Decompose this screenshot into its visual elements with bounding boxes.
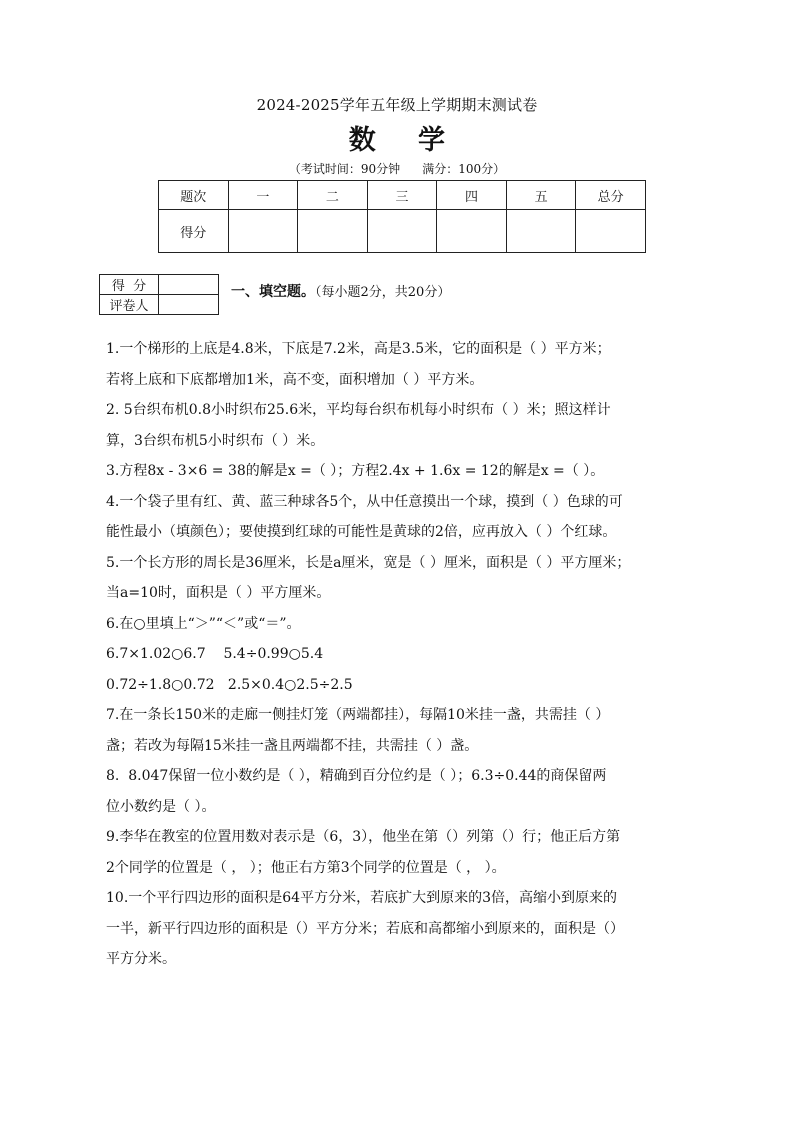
question-line: 当a=10时，面积是（ ）平方厘米。 [106, 585, 331, 601]
score-table [158, 180, 646, 253]
question-line: 3.方程8x - 3×6 = 38的解是x =（ ）；方程2.4x + 1.6x = 12的解是x =（ ）。 [106, 463, 605, 479]
grader-name-label: 评卷人 [100, 295, 159, 315]
score-cell [228, 210, 298, 253]
score-table-header-row [159, 181, 646, 210]
question-line: 盏；若改为每隔15米挂一盏且两端都不挂，共需挂（ ）盏。 [106, 737, 479, 754]
score-cell [367, 210, 437, 253]
question-line: 能性最小（填颜色）；要使摸到红球的可能性是黄球的2倍，应再放入（ ）个红球。 [106, 524, 617, 540]
score-table-header-cell: 总分 [576, 181, 646, 210]
score-row-label: 得分 [159, 210, 229, 253]
question-line: 7.在一条长150米的走廊一侧挂灯笼（两端都挂），每隔10米挂一盏，共需挂（ ） [106, 707, 610, 723]
score-cell [576, 210, 646, 253]
subject-char-2: 学 [418, 125, 446, 156]
score-table-header-cell: 一 [228, 181, 298, 210]
full-score: 满分：100分） [422, 162, 506, 176]
question-line: 6.7×1.02○6.7 5.4÷0.99○5.4 [106, 646, 324, 662]
score-table-score-row [159, 210, 646, 253]
question-list [106, 334, 724, 975]
question-line: 0.72÷1.8○0.72 2.5×0.4○2.5÷2.5 [106, 676, 353, 693]
question-line: 若将上底和下底都增加1米，高不变，面积增加（ ）平方米。 [106, 371, 484, 388]
question-line: 6.在○里填上“＞”“＜”或“＝”。 [106, 615, 301, 632]
grader-score-cell [159, 275, 219, 295]
section-title: 一、填空题。 [231, 284, 315, 300]
score-cell [437, 210, 507, 253]
score-table-header-cell: 五 [506, 181, 576, 210]
question-line: 10.一个平行四边形的面积是64平方分米，若底扩大到原来的3倍，高缩小到原来的 [106, 890, 617, 906]
score-cell [298, 210, 368, 253]
question-line: 2. 5台织布机0.8小时织布25.6米，平均每台织布机每小时织布（ ）米；照这样计 [106, 402, 611, 418]
exam-meta [0, 160, 794, 177]
grader-score-label: 得 分 [100, 275, 159, 295]
section-points: （每小题2分，共20分） [315, 285, 451, 300]
question-line: 平方分米。 [106, 951, 176, 967]
question-line: 位小数约是（ ）。 [106, 798, 216, 815]
question-line: 1.一个梯形的上底是4.8米，下底是7.2米，高是3.5米，它的面积是（ ）平方米； [106, 341, 611, 357]
subject-heading [0, 118, 794, 157]
question-line: 9.李华在教室的位置用数对表示是（6，3），他坐在第（）列第（）行；他正后方第 [106, 829, 621, 845]
subject-char-1: 数 [348, 125, 376, 156]
question-line: 算，3台织布机5小时织布（ ）米。 [106, 432, 325, 449]
section-heading [231, 281, 450, 301]
question-line: 4.一个袋子里有红、黄、蓝三种球各5个，从中任意摸出一个球，摸到（ ）色球的可 [106, 493, 623, 510]
question-line: 一半，新平行四边形的面积是（）平方分米；若底和高都缩小到原来的，面积是（） [106, 920, 624, 937]
score-table-header-cell: 题次 [159, 181, 229, 210]
question-line: 2个同学的位置是（ ， ）；他正右方第3个同学的位置是（ ， ）。 [106, 859, 506, 876]
grader-box [99, 274, 219, 315]
question-line: 5.一个长方形的周长是36厘米，长是a厘米，宽是（ ）厘米，面积是（ ）平方厘米； [106, 554, 631, 571]
exam-title: 2024-2025学年五年级上学期期末测试卷 [256, 96, 538, 114]
score-table-header-cell: 二 [298, 181, 368, 210]
question-line: 8. 8.047保留一位小数约是（ ），精确到百分位约是（ ）；6.3÷0.44的商保留两 [106, 768, 607, 784]
grader-name-cell [159, 295, 219, 315]
score-table-header-cell: 三 [367, 181, 437, 210]
exam-time: （考试时间：90分钟 [288, 162, 401, 176]
score-table-header-cell: 四 [437, 181, 507, 210]
score-cell [506, 210, 576, 253]
